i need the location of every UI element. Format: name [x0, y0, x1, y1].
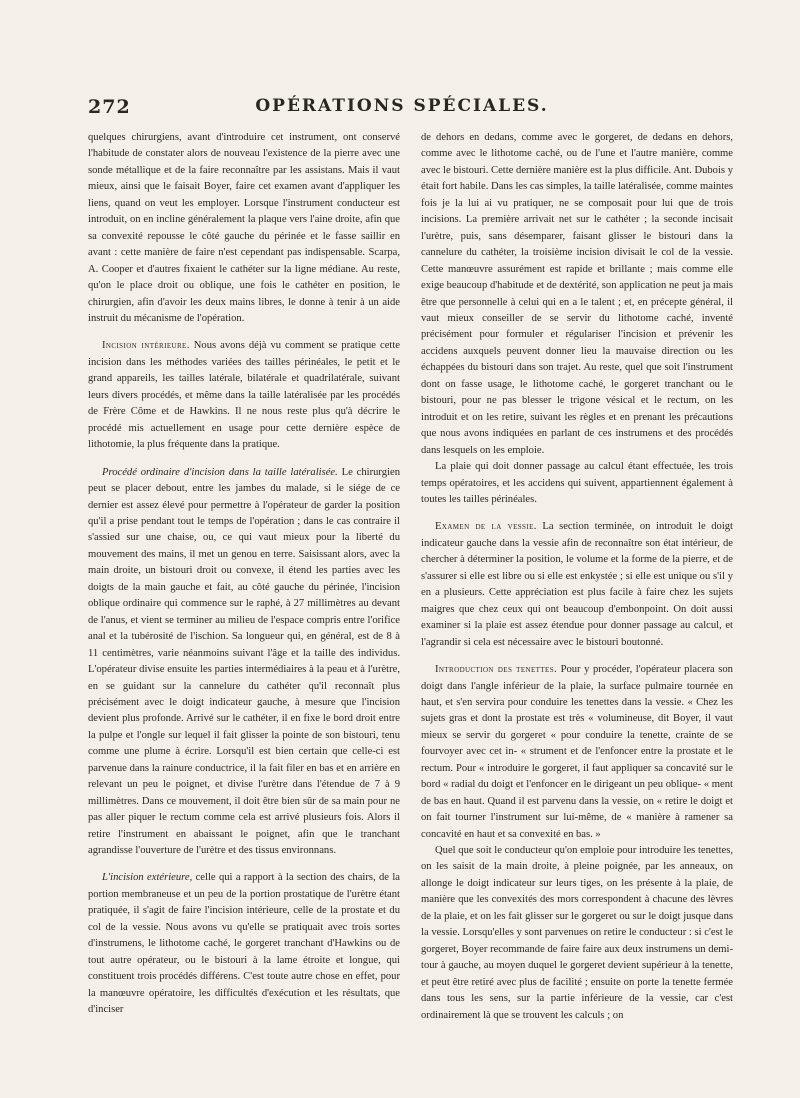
paragraph	[88, 465, 400, 860]
right-column	[421, 130, 733, 1024]
paragraph-text: La section terminée, on introduit le doigt indicateur gauche dans la vessie afin de reconnaître son état intérieur, de chercher à déterminer la position, le volume et la forme de la pierre, et de s'assurer si elle est libre ou si elle est enkystée ; si elle est unique ou s'il y en a plusieurs. Cette appréciation est plus facile à faire chez les sujets maigres que chez ceux qui ont beaucoup d'embonpoint. On doit aussi examiner si la plaie est assez étendue pour donner passage au calcul, et l'agrandir si cela est nécessaire avec le bistouri boutonné.	[421, 521, 733, 648]
paragraph-text: Pour y procéder, l'opérateur placera son doigt dans l'angle inférieur de la plaie, la surface pulmaire tournée en haut, et s'en servira pour conduire les tenettes dans la vessie. « Chez les sujets gras et dont la prostate est très « volumineuse, dit Boyer, il vaut mieux se servir du gorgeret « pour conduire la tenette, crainte de se fourvoyer avec cet in- « strument et de l'enfoncer entre la prostate et le rectum. Pour « introduire le gorgeret, il faut appliquer sa concavité sur le bord « radial du doigt et l'enfoncer en le dirigeant un peu oblique- « ment de bas en haut. Quand il est parvenu dans la vessie, on « retire le doigt et on fait tourner l'instrument sur lui-même, de « manière à ramener sa concavité en haut et sa convexité en bas. »	[421, 664, 733, 840]
section-heading: L'incision extérieure,	[102, 872, 193, 884]
paragraph	[421, 519, 733, 651]
paragraph	[88, 130, 400, 327]
paragraph-text: Quel que soit le conducteur qu'on emploie pour introduire les tenettes, on les saisit de la main droite, à pleine poignée, par les anneaux, on allonge le doigt indicateur sur leurs tiges, on les présente à la plaie, de manière que les convexités des mors correspondent à chacune des lèvres de la plaie, et on les fait glisser sur le gorgeret ou sur le doigt jusque dans la vessie. Lorsqu'elles y sont parvenues on retire le conducteur : si c'est le gorgeret, Boyer recommande de faire faire aux deux instrumens un demi-tour à gauche, au moyen duquel le gorgeret devient supérieur à la tenette, et peut être retiré avec plus de facilité ; ensuite on porte la tenette fermée dans tous les sens, sur la partie inférieure de la vessie, car c'est ordinairement là que se trouvent les calculs ; on	[421, 845, 733, 1021]
paragraph	[88, 338, 400, 453]
page-header	[88, 96, 716, 122]
paragraph-text: Le chirurgien peut se placer debout, entre les jambes du malade, si le siége de ce dernier est assez élevé pour permettre à l'opérateur de garder la position qu'il a prise pendant tout le temps de l'opération ; dans le cas contraire il s'assied sur une chaise, ou, ce qui vaut mieux pour la liberté du mouvement des mains, il met un genou en terre. Saisissant alors, avec la main droite, un bistouri droit ou convexe, il étend les parties avec les doigts de la main gauche et fait, au côté gauche du périnée, l'incision oblique ordinaire qui commence sur le raphé, à 27 millimètres au devant de l'anus, et vient se terminer au milieu de l'espace compris entre l'orifice anal et la tubérosité de l'ischion. Sa longueur qui, en général, est de 8 à 11 centimètres, varie néanmoins suivant l'âge et la taille des individus. L'opérateur divise ensuite les parties intermédiaires à la peau et à l'urètre, en se guidant sur la cannelure du cathéter qu'il reconnaît plus précisément avec le doigt indicateur gauche, à mesure que l'incision devient plus profonde. Arrivé sur le cathéter, il en fixe le bord droit entre la pulpe et l'ongle sur lequel il fait glisser la pointe de son bistouri, tenu comme une plume à écrire. Lorsqu'il est bien certain que celle-ci est parvenue dans la rainure conductrice, il la fait filer en bas et en arrière en relevant un peu le poignet, et divise l'urètre dans l'étendue de 7 à 9 millimètres. Dans ce mouvement, il doit être bien sûr de sa main pour ne pas aller piquer le rectum comme cela est arrivé plusieurs fois. Alors il retire l'instrument en abaissant le poignet, afin que le tranchant agrandisse l'ouverture de l'urètre et des tissus environnans.	[88, 466, 401, 857]
paragraph	[88, 870, 400, 1018]
section-heading: Introduction des tenettes.	[435, 664, 558, 676]
paragraph	[421, 130, 733, 459]
section-heading: Examen de la vessie.	[435, 521, 537, 533]
section-heading: Incision intérieure.	[102, 340, 190, 352]
paragraph-text: quelques chirurgiens, avant d'introduire cet instrument, ont conservé l'habitude de constater alors de nouveau l'existence de la pierre avec une sonde métallique et de la faire reconnaître par les assistans. Mais il vaut mieux, ainsi que le faisait Boyer, faire cet examen avant d'appliquer les liens, quand on veut les employer. Lorsque l'instrument conducteur est introduit, on en incline généralement la plaque vers l'aine droite, afin que sa convexité repousse le côté gauche du périnée et le fasse saillir en avant : cette manière de faire n'est cependant pas indispensable. Scarpa, A. Cooper et d'autres fixaient le cathéter sur la ligne médiane. Au reste, qu'on le place droit ou oblique, une fois le cathéter en position, le chirurgien, afin d'avoir les deux mains libres, le donne à tenir à un aide instruit du mécanisme de l'opération.	[88, 132, 400, 324]
paragraph-text: La plaie qui doit donner passage au calcul étant effectuée, les trois temps opératoires, et les accidens qui suivent, appartiennent également à toutes les tailles périnéales.	[421, 461, 733, 505]
page-number: 272	[88, 96, 131, 118]
paragraph-text: Nous avons déjà vu comment se pratique cette incision dans les méthodes variées des tailles périnéales, le petit et le grand appareils, les tailles latérale, bilatérale et quadrilatérale, suivant leurs divers procédés, et même dans la taille latéralisée par les procédés de Frère Côme et de Hawkins. Il ne nous reste plus qu'à décrire le procédé mis actuellement en usage pour cette dernière espèce de lithotomie, la plus fréquente dans la pratique.	[88, 340, 400, 451]
paragraph-text: celle qui a rapport à la section des chairs, de la portion membraneuse et un peu de la portion prostatique de l'urètre étant pratiquée, il s'agit de faire l'incision intérieure, celle de la prostate et du col de la vessie. Nous avons vu qu'elle se pratiquait avec trois sortes d'instrumens, le lithotome caché, le gorgeret tranchant d'Hawkins ou de tout autre opérateur, ou le bistouri à la lame étroite et longue, qui constituent trois procédés différens. C'est toute autre chose en effet, pour la manœuvre opératoire, les difficultés d'exécution et les résultats, que d'inciser	[88, 872, 400, 1016]
paragraph	[421, 843, 733, 1024]
paragraph	[421, 459, 733, 508]
section-heading: Procédé ordinaire d'incision dans la taille latéralisée.	[102, 466, 338, 478]
paragraph	[421, 662, 733, 843]
running-title: OPÉRATIONS SPÉCIALES.	[255, 96, 549, 116]
paragraph-text: de dehors en dedans, comme avec le gorgeret, de dedans en dehors, comme avec le lithotome caché, ou de l'une et l'autre manière, comme avec le bistouri. Cette dernière manière est la plus difficile. Ant. Dubois y était fort habile. Dans les cas simples, la taille latéralisée, comme maintes fois je la lui ai vu pratiquer, ne se composait pour lui que de trois incisions. La première arrivait net sur le cathéter ; la seconde incisait l'urètre, puis, sans désemparer, faisant glisser le bistouri dans la cannelure du cathéter, la troisième incision divisait le col de la vessie. Cette manœuvre assurément est rapide et brillante ; mais comme elle exige beaucoup d'habitude et de dextérité, son application ne peut ja mais être que personnelle à celui qui en a le talent ; et, en précepte général, il vaut mieux conseiller de se servir du lithotome caché, inventé précisément pour formuler et régulariser l'incision et prévenir les accidens auxquels peuvent donner lieu la mauvaise direction ou les échappées du bistouri dans son trajet. Au reste, quel que soit l'instrument dont on fasse usage, le lithotome caché, le gorgeret tranchant ou le bistouri, pour ne pas blesser le trigone vésical et le rectum, on les introduit et on les retire, suivant les règles et en prenant les précautions que nous avons indiquées en parlant de ces instrumens et des procédés dans lesquels on les emploie.	[421, 132, 733, 456]
left-column	[88, 130, 400, 1019]
